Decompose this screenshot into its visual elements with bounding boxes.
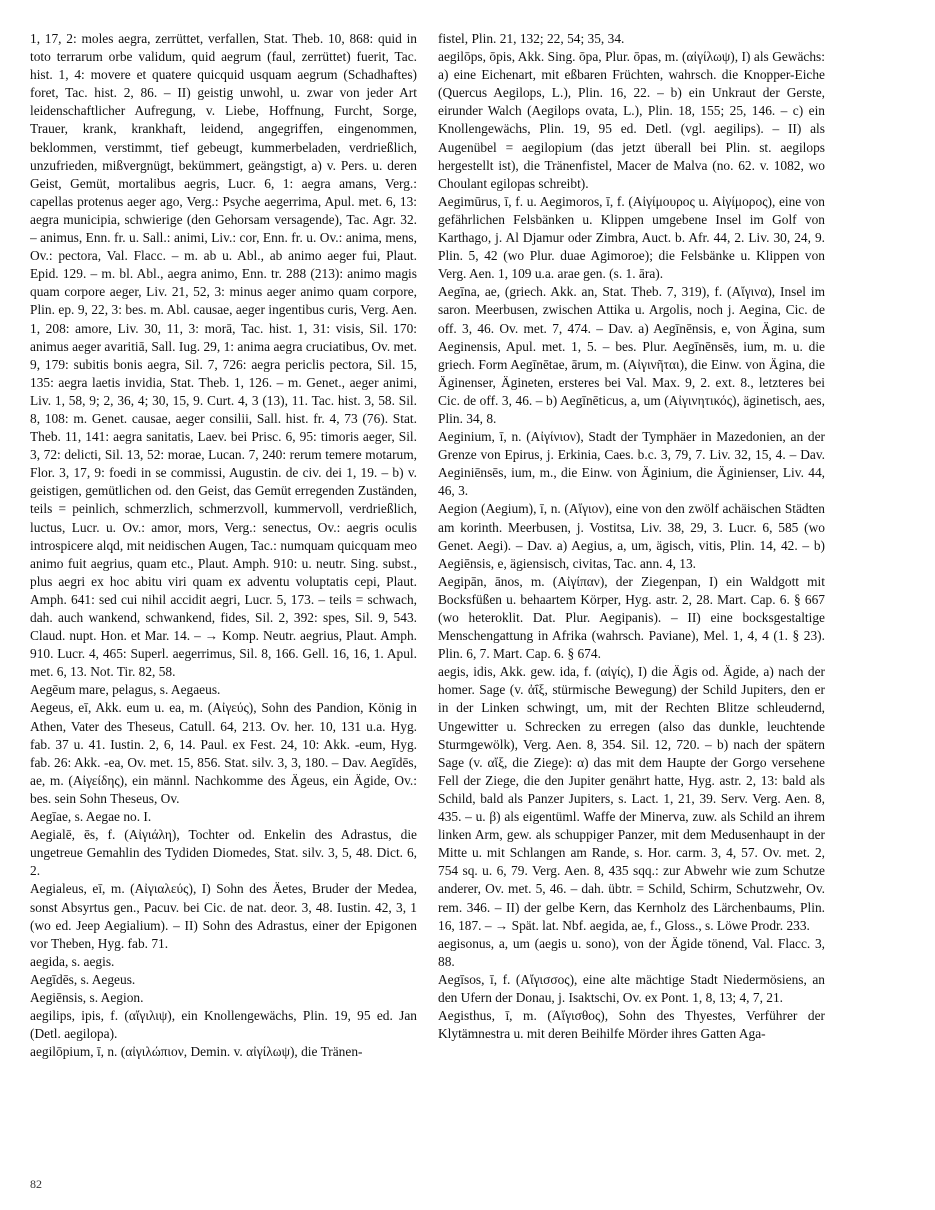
entry-aeger-continuation: 1, 17, 2: moles aegra, zerrüttet, verfallen, Stat. Theb. 10, 868: quid in toto terrarum orbe validum, quid aegrum (faul, zerrüttet) fuerit, Tac. hist. 1, 4: movere et quatere quicquid usquam aegrum (Schadhaftes) foret, Tac. hist. 2, 86. – II) geistig unwohl, u. zwar von jeder Art leidenschaftlicher Aufregung, v. Liebe, Hoffnung, Furcht, Sorge, Trauer, krank, krankhaft, leidend, angegriffen, eingenommen, beklommen, verstimmt, tief gebeugt, kummerbeladen, verdrießlich, unzufrieden, mißvergnügt, bekümmert, geängstigt, a) v. Pers. u. deren Geist, Gemüt, mortalibus aegris, Lucr. 6, 1: aegra amans, Verg.: capellas protenus aeger ago, Verg.: Psyche aegerrima, Apul. met. 6, 13: aegra municipia, schwierige (den Gehorsam versagende), Tac. Agr. 32. – animus, Enn. fr. u. Sall.: animi, Liv.: cor, Enn. fr. u. Ov.: anima, mens, Ov.: pectora, Val. Flacc. – m. ab u. Abl., ab animo aeger fui, Plaut. Epid. 129. – m. bl. Abl., aegra animo, Enn. tr. 288 (213): animo magis quam corpore aeger, Liv. 21, 52, 3: minus aeger animo quam corpore, Plin. ep. 9, 22, 3: bes. m. Abl. causae, aeger ingentibus curis, Verg. Aen. 1, 208: amore, Liv. 30, 11, 3: morā, Tac. hist. 1, 31: visis, Sil. 170: animus aeger avaritiā, Sall. Iug. 29, 1: anima aegra cruciatibus, Ov. met. 9, 179: subitis bonis aegra, Sil. 7, 726: aegra periclis pectora, Sil. 15, 135: aegra laetis invidia, Stat. Theb. 1, 126. – m. Genet., aeger animi, Liv. 1, 58, 9; 2, 36, 4; 30, 15, 9. Curt. 4, 3 (13), 11. Tac. hist. 3, 58. Sil. 8, 108: m. Genet. causae, aeger consilii, Sall. hist. fr. 4, 73 (76). Stat. Theb. 11, 141: aegra sanitatis, Laev. bei Prisc. 6, 95: timoris aeger, Sil. 3, 72: delicti, Sil. 13, 52: morae, Lucan. 7, 240: rerum temere motarum, Flor. 3, 17, 9: foedi in se commissi, Augustin. de civ. dei 1, 19. – b) v. geistigen, gemütlichen od. den Geist, das Gemüt erregenden Zuständen, teils = peinlich, schmerzlich, schmerzvoll, kummervoll, verdrießlich, luctus, Lucr. u. Ov.: amor, mors, Verg.: senectus, Ov.: aegris oculis introspicere alqd, mit neidischen Augen, Tac.: numquam quicquam meo animo fuit aegrius, quam etc., Plaut. Amph. 910: u. neutr. Sing. subst., plus aegri ex hoc abitu viri quam ex adventu voluptatis cepi, Plaut. Amph. 641: sed cui nihil accidit aegri, Lucr. 5, 173. – teils = schwach, dah. auch wankend, schwankend, fides, Sil. 2, 392: spes, Sil. 9, 543. Claud. nupt. Hon. et Mar. 14. – → Komp. Neutr. aegrius, Plaut. Amph. 910. Lucr. 4, 465: Superl. aegerrimus, Sil. 8, 166. Gell. 16, 16, 1. Apul. met. 6, 13. Not. Tir. 82, 58. [30,31,417,680]
entry-aegipan: Aegipān, ānos, m. (Αἰγίπαν), der Ziegenpan, I) ein Waldgott mit Bocksfüßen u. behaartem Körper, Hyg. astr. 2, 28. Mart. Cap. 6. § 667 (wo heteroklit. Dat. Plur. Aegipanis). – II) eine bocksgestaltige Menschengattung in Afrika (wahrsch. Paviane), Mel. 1, 4, 4 (1. § 23). Plin. 6, 7. Mart. Cap. 6. § 674. [438,573,825,662]
entry-aegides: Aegīdēs, s. Aegeus. [30,971,136,987]
page-number: 82 [30,1177,42,1191]
right-column [438,30,825,1160]
entry-aegilopium: aegilōpium, ī, n. (αἰγιλώπιον, Demin. v. αἰγίλωψ), die Tränen- [30,1044,363,1060]
entry-aegilopium-continuation: fistel, Plin. 21, 132; 22, 54; 35, 34. [438,31,625,46]
entry-aegiae: Aegīae, s. Aegae no. I. [30,809,152,825]
entry-aegisthus: Aegisthus, ī, m. (Αἴγισθος), Sohn des Thyestes, Verführer der Klytämnestra u. mit deren Beihilfe Mörder ihres Gatten Aga- [438,1008,825,1042]
entry-aegisonus: aegisonus, a, um (aegis u. sono), von der Ägide tönend, Val. Flacc. 3, 88. [438,935,825,969]
entry-aegis: aegis, idis, Akk. gew. ida, f. (αἰγίς), I) die Ägis od. Ägide, a) nach der homer. Sage (v. ἀΐξ, stürmische Bewegung) der Schild Jupiters, den er in der Linken schwingt, um, mit der Rechten Blitze schleudernd, Ungewitter u. Schrecken zu erregen (also das dunkle, leuchtende Sturmgewölk), Verg. Aen. 8, 354. Sil. 12, 720. – b) nach der spätern Sage (v. αἴξ, die Ziege): α) das mit dem Haupte der Gorgo versehene Fell der Ziege, die den Jupiter genährt hatte, Hyg. astr. 2, 13: bald als Schild, bald als Panzer Jupiters, s. Lact. 1, 21, 39. Serv. Verg. Aen. 8, 435. – u. β) als eigentüml. Waffe der Minerva, zuw. als Schild an ihrem linken Arm, gew. als schuppiger Panzer, mit dem Medusenhaupt in der Mitte u. mit Schlangen am Rande, s. Hor. carm. 3, 4, 57. Ov. met. 2, 754 sq. u. 6, 79. Verg. Aen. 8, 435 sqq.: zur Abwehr wie zum Schutze anderer, Ov. met. 5, 46. – dah. übtr. = Schild, Schirm, Schutzwehr, Ov. rem. 346. – II) der gelbe Kern, das Kernholz des Lärchenbaums, Plin. 16, 187. – → Spät. lat. Nbf. aegida, ae, f., Gloss., s. Löwe Prodr. 233. [438,664,825,933]
entry-aegion: Aegion (Aegium), ī, n. (Αἴγιον), eine von den zwölf achäischen Städten am korinth. Meerbusen, j. Vostitsa, Liv. 38, 29, 3. Lucr. 6, 585 (wo Genet. Aegi). – Dav. a) Aegius, a, um, ägisch, vitis, Plin. 14, 42. – b) Aegiēnsis, e, ägiensisch, civitas, Tac. ann. 4, 13. [438,501,825,571]
entry-aeginium: Aeginium, ī, n. (Αἰγίνιον), Stadt der Tymphäer in Mazedonien, an der Grenze von Epirus, j. Erkinia, Caes. b.c. 3, 79, 7. Liv. 32, 15, 4. – Dav. Aeginiēnsēs, ium, m., die Einw. von Äginium, die Äginienser, Liv. 44, 46, 3. [438,429,825,499]
entry-aegina: Aegīna, ae, (griech. Akk. an, Stat. Theb. 7, 319), f. (Αἴγινα), Insel im saron. Meerbusen, zwischen Attika u. Argolis, noch j. Aegina, Cic. de off. 3, 46. Ov. met. 7, 474. – Dav. a) Aegīnēnsis, e, von Ägina, sum Aeginensis, Apul. met. 1, 5. – bes. Plur. Aegīnēnsēs, ium, m. u. die griech. Form Aegīnētae, ārum, m. (Αἰγινῆται), die Einw. von Ägina, die Äginenser, Ägineten, ersteres bei Val. Max. 9, 2. ext. 8., letzteres bei Cic. de off. 3, 46. – b) Aegīnēticus, a, um (Αἰγινητικός), äginetisch, aes, Plin. 34, 8. [438,284,825,426]
left-column [30,30,417,1160]
entry-aegilips: aegilips, ipis, f. (αἴγιλιψ), ein Knollengewächs, Plin. 19, 95 ed. Jan (Detl. aegilopa). [30,1008,417,1042]
entry-aegiensis: Aegiēnsis, s. Aegion. [30,989,144,1005]
entry-aegisos: Aegīsos, ī, f. (Αἴγισσος), eine alte mächtige Stadt Niedermösiens, an den Ufern der Donau, j. Isaktschi, Ov. ex Pont. 1, 8, 13; 4, 7, 21. [438,971,825,1005]
entry-aegida: aegida, s. aegis. [30,953,115,969]
entry-aegialeus: Aegialeus, eī, m. (Αἰγιαλεύς), I) Sohn des Äetes, Bruder der Medea, sonst Absyrtus gen., Pacuv. bei Cic. de nat. deor. 3, 48. Iustin. 42, 3, 1 (wo ed. Jeep Aegialium). – II) Sohn des Adrastus, einer der Epigonen vor Theben, Hyg. fab. 71. [30,881,417,951]
entry-aegeum-mare: Aegēum mare, pelagus, s. Aegaeus. [30,682,221,698]
entry-aegiale: Aegialē, ēs, f. (Αἰγιάλη), Tochter od. Enkelin des Adrastus, die ungetreue Gemahlin des Tydiden Diomedes, Stat. silv. 3, 5, 48. Dict. 6, 2. [30,827,417,879]
entry-aegilops: aegilōps, ōpis, Akk. Sing. ōpa, Plur. ōpas, m. (αἰγίλωψ), I) als Gewächs: a) eine Eichenart, mit eßbaren Früchten, wahrsch. die Knopper-Eiche (Quercus Aegilops, L.), Plin. 16, 22. – b) ein Unkraut der Gerste, eirunder Walch (Aegilops ovata, L.), Plin. 18, 155; 25, 146. – c) ein Knollengewächs, Plin. 19, 95 ed. Detl. (vgl. aegilips). – II) als Augenübel = aegilopium (das jetzt überall bei Plin. st. aegilops hergestellt ist), die Tränenfistel, Macer de Malva (no. 62. v. 1082, wo Choulant egilopas schreibt). [438,49,825,191]
entry-aegeus: Aegeus, eī, Akk. eum u. ea, m. (Αἰγεύς), Sohn des Pandion, König in Athen, Vater des Theseus, Catull. 64, 213. Ov. her. 10, 131 u.a. Hyg. fab. 37 u. 41. Iustin. 2, 6, 14. Paul. ex Fest. 24, 10: Akk. -eum, Hyg. fab. 26: Akk. -ea, Ov. met. 15, 856. Stat. silv. 3, 3, 180. – Dav. Aegīdēs, ae, m. (Αἰγείδης), ein männl. Nachkomme des Ägeus, ein Ägide, Ov.: bes. sein Sohn Theseus, Ov. [30,700,417,806]
entry-aegimurus: Aegimūrus, ī, f. u. Aegimoros, ī, f. (Αἰγίμουρος u. Αἰγίμορος), eine von gefährlichen Felsbänken u. Klippen umgebene Insel im Golf von Karthago, j. Al Djamur oder Zimbra, Auct. b. Afr. 44, 2. Liv. 30, 24, 9. Plin. 5, 42 (wo Plur. duae Agimoroe); die Felsbänke u. Klippen von Verg. Aen. 1, 109 u.a. arae gen. (s. 1. āra). [438,193,825,282]
